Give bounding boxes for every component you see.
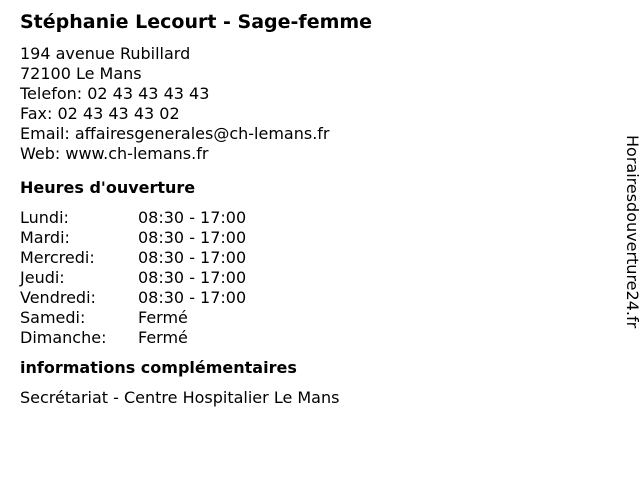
day-label: Samedi: [20, 308, 86, 327]
hours-row-saturday [20, 308, 590, 328]
time-value: 08:30 - 17:00 [138, 248, 247, 267]
extra-info-heading: informations complémentaires [20, 358, 297, 377]
day-label: Mardi: [20, 228, 70, 247]
street-address: 194 avenue Rubillard [20, 44, 191, 63]
time-value: Fermé [138, 308, 188, 327]
day-label: Vendredi: [20, 288, 96, 307]
fax-number: Fax: 02 43 43 43 02 [20, 104, 180, 123]
city-address: 72100 Le Mans [20, 64, 142, 83]
time-value: 08:30 - 17:00 [138, 208, 247, 227]
time-value: 08:30 - 17:00 [138, 268, 247, 287]
website-link[interactable]: Web: www.ch-lemans.fr [20, 144, 209, 163]
hours-row-wednesday [20, 248, 590, 268]
day-label: Mercredi: [20, 248, 95, 267]
hours-row-thursday [20, 268, 590, 288]
email-address[interactable]: Email: affairesgenerales@ch-lemans.fr [20, 124, 330, 143]
hours-row-sunday [20, 328, 590, 348]
site-watermark: Horairesdouverture24.fr [623, 135, 642, 329]
opening-hours-table [20, 208, 590, 348]
business-card [20, 10, 590, 408]
page-title: Stéphanie Lecourt - Sage-femme [20, 11, 373, 33]
hours-row-monday [20, 208, 590, 228]
day-label: Dimanche: [20, 328, 107, 347]
hours-row-tuesday [20, 228, 590, 248]
time-value: 08:30 - 17:00 [138, 228, 247, 247]
address-block [20, 44, 590, 164]
time-value: 08:30 - 17:00 [138, 288, 247, 307]
phone-number[interactable]: Telefon: 02 43 43 43 43 [20, 84, 210, 103]
hours-heading: Heures d'ouverture [20, 178, 196, 197]
hours-row-friday [20, 288, 590, 308]
time-value: Fermé [138, 328, 188, 347]
day-label: Lundi: [20, 208, 69, 227]
day-label: Jeudi: [20, 268, 65, 287]
extra-info-text: Secrétariat - Centre Hospitalier Le Mans [20, 388, 340, 407]
